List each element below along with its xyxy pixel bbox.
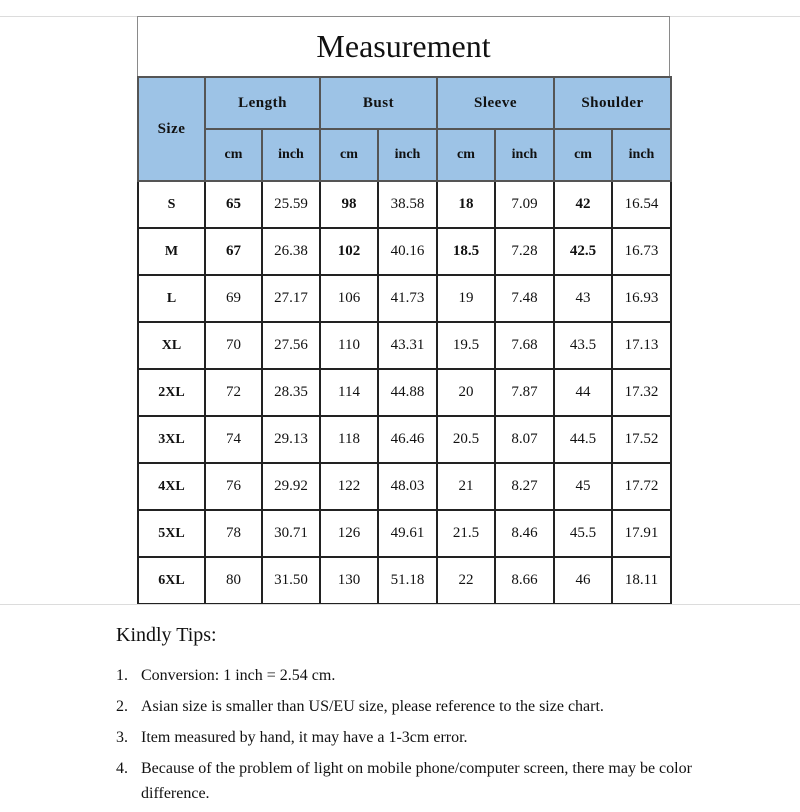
- length-header: Length: [205, 77, 320, 129]
- inch-cell: 27.17: [262, 275, 320, 322]
- tip-item: [116, 663, 756, 688]
- tip-text: Because of the problem of light on mobile phone/computer screen, there may be color difference.: [141, 760, 692, 802]
- inch-cell: 17.72: [612, 463, 671, 510]
- tip-item: [116, 756, 756, 806]
- inch-cell: 28.35: [262, 369, 320, 416]
- inch-cell: 18.11: [612, 557, 671, 604]
- inch-cell: 7.09: [495, 181, 554, 228]
- inch-cell: 7.87: [495, 369, 554, 416]
- inch-cell: 38.58: [378, 181, 437, 228]
- unit-header-cm: cm: [437, 129, 495, 181]
- table-row: [138, 369, 671, 416]
- cm-cell: 42.5: [554, 228, 612, 275]
- inch-cell: 17.13: [612, 322, 671, 369]
- tip-text: Asian size is smaller than US/EU size, please reference to the size chart.: [141, 698, 604, 715]
- size-cell: 6XL: [138, 557, 205, 604]
- unit-header-inch: inch: [262, 129, 320, 181]
- sleeve-header: Sleeve: [437, 77, 554, 129]
- cm-cell: 114: [320, 369, 378, 416]
- inch-cell: 7.68: [495, 322, 554, 369]
- inch-cell: 17.32: [612, 369, 671, 416]
- cm-cell: 72: [205, 369, 262, 416]
- inch-cell: 48.03: [378, 463, 437, 510]
- inch-cell: 8.46: [495, 510, 554, 557]
- inch-cell: 7.28: [495, 228, 554, 275]
- size-column-header: Size: [138, 77, 205, 181]
- kindly-tips: [116, 624, 756, 812]
- unit-header-inch: inch: [378, 129, 437, 181]
- inch-cell: 16.73: [612, 228, 671, 275]
- tips-title: Kindly Tips:: [116, 624, 217, 646]
- size-cell: 2XL: [138, 369, 205, 416]
- inch-cell: 16.93: [612, 275, 671, 322]
- inch-cell: 51.18: [378, 557, 437, 604]
- cm-cell: 21: [437, 463, 495, 510]
- tip-number: 1.: [116, 667, 128, 684]
- cm-cell: 76: [205, 463, 262, 510]
- chart-title: Measurement: [137, 16, 670, 76]
- cm-cell: 118: [320, 416, 378, 463]
- header-row-units: [138, 129, 671, 181]
- cm-cell: 122: [320, 463, 378, 510]
- tip-number: 4.: [116, 760, 128, 777]
- cm-cell: 21.5: [437, 510, 495, 557]
- cm-cell: 67: [205, 228, 262, 275]
- cm-cell: 19.5: [437, 322, 495, 369]
- cm-cell: 106: [320, 275, 378, 322]
- inch-cell: 7.48: [495, 275, 554, 322]
- size-cell: XL: [138, 322, 205, 369]
- cm-cell: 20.5: [437, 416, 495, 463]
- bust-header: Bust: [320, 77, 437, 129]
- cm-cell: 78: [205, 510, 262, 557]
- size-cell: L: [138, 275, 205, 322]
- cm-cell: 110: [320, 322, 378, 369]
- header-row-groups: [138, 77, 671, 129]
- unit-header-inch: inch: [495, 129, 554, 181]
- table-row: [138, 275, 671, 322]
- table-row: [138, 510, 671, 557]
- cm-cell: 102: [320, 228, 378, 275]
- tip-number: 3.: [116, 729, 128, 746]
- section-divider: [0, 604, 800, 605]
- inch-cell: 43.31: [378, 322, 437, 369]
- size-cell: 4XL: [138, 463, 205, 510]
- table-row: [138, 416, 671, 463]
- cm-cell: 65: [205, 181, 262, 228]
- inch-cell: 27.56: [262, 322, 320, 369]
- tip-item: [116, 694, 756, 719]
- inch-cell: 26.38: [262, 228, 320, 275]
- table-body: [138, 181, 671, 604]
- table-row: [138, 322, 671, 369]
- inch-cell: 8.07: [495, 416, 554, 463]
- unit-header-cm: cm: [320, 129, 378, 181]
- cm-cell: 45.5: [554, 510, 612, 557]
- tip-text: Item measured by hand, it may have a 1-3cm error.: [141, 729, 468, 746]
- inch-cell: 16.54: [612, 181, 671, 228]
- inch-cell: 17.91: [612, 510, 671, 557]
- cm-cell: 70: [205, 322, 262, 369]
- cm-cell: 45: [554, 463, 612, 510]
- inch-cell: 8.66: [495, 557, 554, 604]
- cm-cell: 22: [437, 557, 495, 604]
- cm-cell: 69: [205, 275, 262, 322]
- unit-header-cm: cm: [554, 129, 612, 181]
- table-row: [138, 463, 671, 510]
- cm-cell: 46: [554, 557, 612, 604]
- inch-cell: 46.46: [378, 416, 437, 463]
- shoulder-header: Shoulder: [554, 77, 671, 129]
- table-row: [138, 557, 671, 604]
- cm-cell: 43.5: [554, 322, 612, 369]
- cm-cell: 80: [205, 557, 262, 604]
- cm-cell: 126: [320, 510, 378, 557]
- tip-item: [116, 725, 756, 750]
- cm-cell: 18.5: [437, 228, 495, 275]
- inch-cell: 8.27: [495, 463, 554, 510]
- inch-cell: 49.61: [378, 510, 437, 557]
- cm-cell: 44.5: [554, 416, 612, 463]
- tips-list: [116, 663, 756, 806]
- inch-cell: 40.16: [378, 228, 437, 275]
- cm-cell: 43: [554, 275, 612, 322]
- cm-cell: 130: [320, 557, 378, 604]
- table-row: [138, 181, 671, 228]
- unit-header-cm: cm: [205, 129, 262, 181]
- inch-cell: 29.92: [262, 463, 320, 510]
- size-cell: 5XL: [138, 510, 205, 557]
- cm-cell: 74: [205, 416, 262, 463]
- cm-cell: 42: [554, 181, 612, 228]
- cm-cell: 18: [437, 181, 495, 228]
- cm-cell: 20: [437, 369, 495, 416]
- size-cell: 3XL: [138, 416, 205, 463]
- inch-cell: 17.52: [612, 416, 671, 463]
- inch-cell: 41.73: [378, 275, 437, 322]
- measurement-table: [137, 76, 672, 605]
- unit-header-inch: inch: [612, 129, 671, 181]
- size-chart: [137, 16, 670, 605]
- inch-cell: 25.59: [262, 181, 320, 228]
- cm-cell: 98: [320, 181, 378, 228]
- inch-cell: 44.88: [378, 369, 437, 416]
- cm-cell: 44: [554, 369, 612, 416]
- size-cell: S: [138, 181, 205, 228]
- size-cell: M: [138, 228, 205, 275]
- tip-number: 2.: [116, 698, 128, 715]
- table-row: [138, 228, 671, 275]
- cm-cell: 19: [437, 275, 495, 322]
- inch-cell: 29.13: [262, 416, 320, 463]
- inch-cell: 30.71: [262, 510, 320, 557]
- tip-text: Conversion: 1 inch = 2.54 cm.: [141, 667, 336, 684]
- inch-cell: 31.50: [262, 557, 320, 604]
